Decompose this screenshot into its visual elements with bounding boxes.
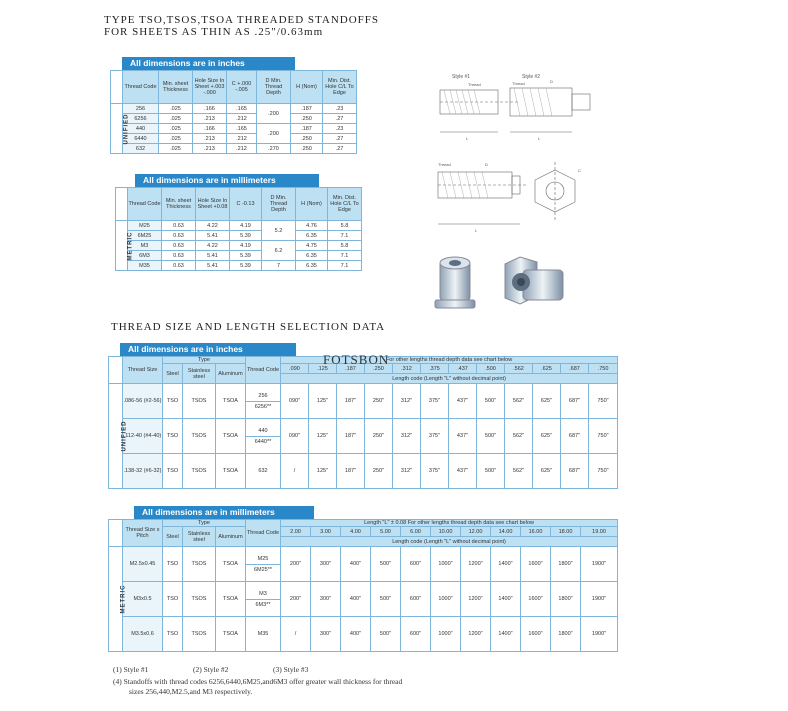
column-header: C -0.13 xyxy=(230,188,262,221)
metric-side-label: METRIC xyxy=(127,231,134,260)
table-cell: .250 xyxy=(291,144,323,154)
table-cell: .200 xyxy=(257,104,291,124)
table-cell: .187 xyxy=(291,104,323,114)
table-header-row xyxy=(109,527,618,537)
table-cell: 5.8 xyxy=(328,241,362,251)
table-row xyxy=(109,547,618,582)
length-code-cell: 562" xyxy=(505,419,533,454)
length-code-cell: 1900" xyxy=(581,547,618,582)
table-cell: 6440 xyxy=(123,134,159,144)
length-code-cell: 437" xyxy=(449,384,477,419)
aluminum-type-cell: TSOA xyxy=(216,547,246,582)
footnote-line2: sizes 256,440,M2.5,and M3 respectively. xyxy=(129,687,253,696)
length-value-header: .437 xyxy=(449,364,477,374)
length-value-header: .250 xyxy=(365,364,393,374)
length-code-cell: 125" xyxy=(309,419,337,454)
length-value-header: .187 xyxy=(337,364,365,374)
length-code-cell: 200" xyxy=(281,547,311,582)
style-drawings-bottom xyxy=(430,158,600,238)
mm-dimensions-table xyxy=(115,187,362,271)
stainless-header: Stainless steel xyxy=(183,527,216,547)
table-cell: 4.22 xyxy=(196,241,230,251)
table-cell: .212 xyxy=(227,114,257,124)
length-code-cell: 312" xyxy=(393,384,421,419)
length-code-cell: 625" xyxy=(533,419,561,454)
length-code-cell: 1400" xyxy=(491,617,521,652)
thread-code: M35 xyxy=(257,631,269,637)
length-code-cell: 312" xyxy=(393,454,421,489)
corner-cell xyxy=(111,71,123,104)
table-cell: .187 xyxy=(291,124,323,134)
style-drawings-top xyxy=(430,68,610,158)
stainless-type-cell: TSOS xyxy=(183,419,216,454)
length-note-header: For other lengths thread depth data see chart below xyxy=(281,357,618,364)
length-value-header: .500 xyxy=(477,364,505,374)
thread-code-cell xyxy=(246,419,281,454)
thread-size-cell: .138-32 (#6-32) xyxy=(123,454,163,489)
length-code-cell: 1600" xyxy=(521,617,551,652)
inch-dimensions-table xyxy=(110,70,357,154)
column-header: Hole Size In Sheet +.003 -.000 xyxy=(193,71,227,104)
length-code-cell: 437" xyxy=(449,419,477,454)
length-value-header: .375 xyxy=(421,364,449,374)
length-value-header: .312 xyxy=(393,364,421,374)
length-code-cell: 400" xyxy=(341,547,371,582)
table-cell: .27 xyxy=(323,134,357,144)
table-cell: .213 xyxy=(193,134,227,144)
inch-selection-table xyxy=(108,356,618,489)
table-cell: M35 xyxy=(128,261,162,271)
thread-code-cell xyxy=(246,582,281,617)
metric-side-label-cell xyxy=(116,221,134,271)
table-cell: 632 xyxy=(123,144,159,154)
column-header: Min. Dist. Hole C/L To Edge xyxy=(323,71,357,104)
footnote-style3: (3) Style #3 xyxy=(273,665,309,674)
d-label-1: D xyxy=(550,79,553,84)
page-title-line2: FOR SHEETS AS THIN AS .25"/0.63mm xyxy=(104,26,324,38)
table-cell: 7.1 xyxy=(328,261,362,271)
type-header: Type xyxy=(163,520,246,527)
table-cell: 7.1 xyxy=(328,251,362,261)
length-code-cell: 400" xyxy=(341,582,371,617)
d-label-2: D xyxy=(485,162,488,167)
column-header: Thread Code xyxy=(128,188,162,221)
column-header: H (Nom) xyxy=(296,188,328,221)
table-cell: 7 xyxy=(262,261,296,271)
table-cell: .025 xyxy=(159,124,193,134)
table-cell: 6.35 xyxy=(296,251,328,261)
length-code-cell: 562" xyxy=(505,454,533,489)
footnote-style1: (1) Style #1 xyxy=(113,665,149,674)
table-row xyxy=(109,582,618,617)
unified-side-label-2: UNIFIED xyxy=(121,420,128,452)
length-code-cell: 200" xyxy=(281,582,311,617)
length-code-cell: 1000" xyxy=(431,582,461,617)
column-header: D Min. Thread Depth xyxy=(262,188,296,221)
length-code-cell: 090" xyxy=(281,419,309,454)
length-code-cell: 687" xyxy=(561,419,589,454)
table-row xyxy=(111,124,357,134)
thread-code: 6M3** xyxy=(246,599,280,610)
table-cell: 5.41 xyxy=(196,231,230,241)
table-cell: 5.2 xyxy=(262,221,296,241)
table-row xyxy=(109,454,618,489)
mm-dimensions-banner: All dimensions are in millimeters xyxy=(135,174,319,187)
length-code-cell: 600" xyxy=(401,617,431,652)
length-code-cell: 1800" xyxy=(551,547,581,582)
thread-size-cell: .112-40 (#4-40) xyxy=(123,419,163,454)
length-code-cell: 1200" xyxy=(461,617,491,652)
table-row xyxy=(109,384,618,419)
length-code-cell: 687" xyxy=(561,454,589,489)
column-header: H (Nom) xyxy=(291,71,323,104)
length-value-header: 5.00 xyxy=(371,527,401,537)
length-code-cell: 300" xyxy=(311,547,341,582)
style1-label: Style #1 xyxy=(452,74,471,80)
length-value-header: 19.00 xyxy=(581,527,618,537)
table-cell: .025 xyxy=(159,104,193,114)
thread-size-cell: .086-56 (#2-56) xyxy=(123,384,163,419)
length-code-cell: 1800" xyxy=(551,582,581,617)
table-cell: 4.75 xyxy=(296,241,328,251)
table-cell: .250 xyxy=(291,114,323,124)
column-header: Min. Dist. Hole C/L To Edge xyxy=(328,188,362,221)
length-code-cell: 125" xyxy=(309,384,337,419)
length-code-cell: 600" xyxy=(401,582,431,617)
stainless-type-cell: TSOS xyxy=(183,384,216,419)
table-cell: .025 xyxy=(159,144,193,154)
mm-selection-table xyxy=(108,519,618,652)
type-header: Type xyxy=(163,357,246,364)
thread-size-header: Thread Size xyxy=(123,357,163,384)
length-value-header: .090 xyxy=(281,364,309,374)
length-code-cell: 625" xyxy=(533,384,561,419)
thread-code: 632 xyxy=(258,468,268,474)
length-code-cell: / xyxy=(281,617,311,652)
length-code-cell: 400" xyxy=(341,617,371,652)
table-cell: .23 xyxy=(323,104,357,114)
table-row xyxy=(111,104,357,114)
l-label-2: L xyxy=(538,136,541,141)
table-cell: 0.63 xyxy=(162,251,196,261)
unified-side-label-2-cell xyxy=(109,384,128,489)
style2-label: Style #2 xyxy=(522,74,541,80)
thread-code-cell xyxy=(246,454,281,489)
length-value-header: .125 xyxy=(309,364,337,374)
length-note-header: Length "L" ± 0.08 For other lengths thread depth data see chart below xyxy=(281,520,618,527)
table-cell: 5.41 xyxy=(196,251,230,261)
table-cell: .27 xyxy=(323,114,357,124)
thread-code: 440 xyxy=(258,427,268,434)
length-value-header: 4.00 xyxy=(341,527,371,537)
thread-code: 256 xyxy=(258,392,268,399)
length-code-cell: 1900" xyxy=(581,617,618,652)
table-cell: .212 xyxy=(227,144,257,154)
length-code-cell: 500" xyxy=(477,419,505,454)
table-cell: M3 xyxy=(128,241,162,251)
length-code-cell: 687" xyxy=(561,384,589,419)
table-cell: 4.76 xyxy=(296,221,328,231)
steel-header: Steel xyxy=(163,364,183,384)
stainless-type-cell: TSOS xyxy=(183,547,216,582)
steel-header: Steel xyxy=(163,527,183,547)
steel-type-cell: TSO xyxy=(163,454,183,489)
length-code-cell: 187" xyxy=(337,384,365,419)
length-code-cell: 750" xyxy=(589,419,618,454)
length-value-header: 10.00 xyxy=(431,527,461,537)
table-cell: 6M3 xyxy=(128,251,162,261)
steel-type-cell: TSO xyxy=(163,384,183,419)
table-cell: .165 xyxy=(227,124,257,134)
hex-end-view xyxy=(535,170,575,212)
length-code-cell: 1900" xyxy=(581,582,618,617)
corner-cell xyxy=(109,520,123,547)
table-row xyxy=(116,221,362,231)
metric-side-label-2-cell xyxy=(109,547,127,652)
thread-code: 6M25** xyxy=(246,564,280,575)
table-cell: 5.39 xyxy=(230,261,262,271)
aluminum-type-cell: TSOA xyxy=(216,617,246,652)
length-code-cell: 625" xyxy=(533,454,561,489)
watermark: FOTSBON xyxy=(323,352,390,367)
stainless-type-cell: TSOS xyxy=(183,582,216,617)
steel-type-cell: TSO xyxy=(163,617,183,652)
length-code-cell: 375" xyxy=(421,384,449,419)
length-value-header: 3.00 xyxy=(311,527,341,537)
table-cell: 6.35 xyxy=(296,231,328,241)
stainless-type-cell: TSOS xyxy=(183,617,216,652)
aluminum-type-cell: TSOA xyxy=(216,419,246,454)
length-code-cell: 300" xyxy=(311,617,341,652)
table-cell: 6M25 xyxy=(128,231,162,241)
table-cell: 4.22 xyxy=(196,221,230,231)
table-cell: 4.19 xyxy=(230,241,262,251)
round-standoff-photo xyxy=(435,257,475,308)
unified-side-label-cell xyxy=(111,104,130,154)
table-cell: .025 xyxy=(159,114,193,124)
footnote-style2: (2) Style #2 xyxy=(193,665,229,674)
length-code-cell: 437" xyxy=(449,454,477,489)
length-code-cell: 500" xyxy=(477,384,505,419)
length-code-cell: 300" xyxy=(311,582,341,617)
column-header: Thread Code xyxy=(123,71,159,104)
footnote-line1: (4) Standoffs with thread codes 6256,6440,6M25,and6M3 offer greater wall thickness for thread xyxy=(113,677,403,686)
length-code-cell: 1200" xyxy=(461,547,491,582)
table-row xyxy=(116,261,362,271)
table-cell: M25 xyxy=(128,221,162,231)
length-code-cell: 750" xyxy=(589,384,618,419)
c-label: C xyxy=(578,168,581,173)
length-value-header: 14.00 xyxy=(491,527,521,537)
selection-title: THREAD SIZE AND LENGTH SELECTION DATA xyxy=(111,321,386,333)
length-code-cell: 600" xyxy=(401,547,431,582)
table-cell: 256 xyxy=(123,104,159,114)
table-cell: 5.39 xyxy=(230,251,262,261)
length-value-header: 18.00 xyxy=(551,527,581,537)
thread-size-cell: M2.5x0.45 xyxy=(123,547,163,582)
length-code-cell: 1800" xyxy=(551,617,581,652)
column-header: Min. sheet Thickness xyxy=(162,188,196,221)
length-code-cell: 187" xyxy=(337,419,365,454)
column-header: D Min. Thread Depth xyxy=(257,71,291,104)
steel-type-cell: TSO xyxy=(163,547,183,582)
table-cell: .166 xyxy=(193,124,227,134)
length-code-cell: 500" xyxy=(371,547,401,582)
table-cell: .27 xyxy=(323,144,357,154)
table-cell: .166 xyxy=(193,104,227,114)
table-cell: .200 xyxy=(257,124,291,144)
aluminum-type-cell: TSOA xyxy=(216,582,246,617)
stainless-header: Stainless steel xyxy=(183,364,216,384)
hex-standoff-photo xyxy=(505,257,563,304)
stainless-type-cell: TSOS xyxy=(183,454,216,489)
table-cell: .270 xyxy=(257,144,291,154)
thread-code: M25 xyxy=(257,555,269,562)
length-code-cell: 250" xyxy=(365,384,393,419)
thread-code: 6440** xyxy=(246,436,280,447)
length-code-cell: / xyxy=(281,454,309,489)
table-cell: .213 xyxy=(193,114,227,124)
thread-code: 6256** xyxy=(246,401,280,412)
length-value-header: .687 xyxy=(561,364,589,374)
length-code-cell: 375" xyxy=(421,419,449,454)
table-row xyxy=(111,134,357,144)
l-label-3: L xyxy=(475,228,478,233)
thread-code: M3 xyxy=(259,590,267,597)
table-cell: 4.19 xyxy=(230,221,262,231)
thread-code-cell xyxy=(246,384,281,419)
length-code-cell: 500" xyxy=(371,617,401,652)
length-code-cell: 090" xyxy=(281,384,309,419)
column-header: Hole Size In Sheet +0.08 xyxy=(196,188,230,221)
thread-code-cell xyxy=(246,547,281,582)
table-row xyxy=(109,617,618,652)
length-code-cell: 375" xyxy=(421,454,449,489)
length-code-cell: 312" xyxy=(393,419,421,454)
metric-side-label-2: METRIC xyxy=(120,584,127,614)
column-header: Min. sheet Thickness xyxy=(159,71,193,104)
length-code-cell: 500" xyxy=(371,582,401,617)
length-code-note-header: Length code (Length "L" without decimal point) xyxy=(281,374,618,384)
column-header: C +.000 -.005 xyxy=(227,71,257,104)
aluminum-header: Aluminum xyxy=(216,527,246,547)
aluminum-type-cell: TSOA xyxy=(216,454,246,489)
table-row xyxy=(116,251,362,261)
thread-code-header: Thread Code xyxy=(246,357,281,384)
l-label-1: L xyxy=(466,136,469,141)
table-header-row xyxy=(116,188,362,221)
table-cell: 6.2 xyxy=(262,241,296,261)
table-cell: 6.35 xyxy=(296,261,328,271)
length-code-cell: 1000" xyxy=(431,617,461,652)
length-code-cell: 1200" xyxy=(461,582,491,617)
thread-size-cell: M3.5x0.6 xyxy=(123,617,163,652)
thread-label-2: Thread xyxy=(512,81,525,86)
table-cell: 5.41 xyxy=(196,261,230,271)
length-code-cell: 1400" xyxy=(491,582,521,617)
thread-code-cell xyxy=(246,617,281,652)
length-value-header: 12.00 xyxy=(461,527,491,537)
page-title-line1: TYPE TSO,TSOS,TSOA THREADED STANDOFFS xyxy=(104,14,380,26)
length-code-cell: 187" xyxy=(337,454,365,489)
table-cell: .025 xyxy=(159,134,193,144)
table-cell: 0.63 xyxy=(162,231,196,241)
unified-side-label: UNIFIED xyxy=(123,113,130,144)
length-value-header: 2.00 xyxy=(281,527,311,537)
length-value-header: 16.00 xyxy=(521,527,551,537)
corner-cell xyxy=(109,357,123,384)
standoff-photos xyxy=(435,252,585,322)
table-header-row xyxy=(109,520,618,527)
table-row xyxy=(116,231,362,241)
length-code-cell: 1600" xyxy=(521,547,551,582)
table-cell: 0.63 xyxy=(162,241,196,251)
steel-type-cell: TSO xyxy=(163,419,183,454)
table-row xyxy=(111,144,357,154)
thread-code-header: Thread Code xyxy=(246,520,281,547)
length-value-header: .750 xyxy=(589,364,618,374)
thread-label-3: Thread xyxy=(438,162,451,167)
table-header-row xyxy=(111,71,357,104)
aluminum-type-cell: TSOA xyxy=(216,384,246,419)
thread-label-1: Thread xyxy=(468,82,481,87)
length-code-note-header: Length code (Length "L" without decimal point) xyxy=(281,537,618,547)
mm-selection-banner: All dimensions are in millimeters xyxy=(134,506,314,519)
table-cell: 0.63 xyxy=(162,221,196,231)
table-cell: 7.1 xyxy=(328,231,362,241)
length-code-cell: 1000" xyxy=(431,547,461,582)
aluminum-header: Aluminum xyxy=(216,364,246,384)
corner-cell xyxy=(116,188,128,221)
table-cell: .212 xyxy=(227,134,257,144)
steel-type-cell: TSO xyxy=(163,582,183,617)
inch-selection-banner: All dimensions are in inches xyxy=(120,343,296,356)
table-cell: 440 xyxy=(123,124,159,134)
length-code-cell: 1400" xyxy=(491,547,521,582)
table-row xyxy=(109,419,618,454)
table-cell: 5.39 xyxy=(230,231,262,241)
thread-size-cell: M3x0.5 xyxy=(123,582,163,617)
table-row xyxy=(111,114,357,124)
length-value-header: .625 xyxy=(533,364,561,374)
table-cell: 0.63 xyxy=(162,261,196,271)
table-cell: .213 xyxy=(193,144,227,154)
length-value-header: 6.00 xyxy=(401,527,431,537)
table-cell: .165 xyxy=(227,104,257,114)
table-cell: 5.8 xyxy=(328,221,362,231)
length-code-cell: 562" xyxy=(505,384,533,419)
thread-size-header: Thread Size x Pitch xyxy=(123,520,163,547)
length-code-cell: 1600" xyxy=(521,582,551,617)
table-row xyxy=(116,241,362,251)
length-code-cell: 250" xyxy=(365,454,393,489)
table-cell: .23 xyxy=(323,124,357,134)
length-code-cell: 250" xyxy=(365,419,393,454)
table-cell: 6256 xyxy=(123,114,159,124)
length-value-header: .562 xyxy=(505,364,533,374)
table-cell: .250 xyxy=(291,134,323,144)
length-code-cell: 500" xyxy=(477,454,505,489)
length-code-cell: 125" xyxy=(309,454,337,489)
inch-dimensions-banner: All dimensions are in inches xyxy=(122,57,295,70)
length-code-cell: 750" xyxy=(589,454,618,489)
